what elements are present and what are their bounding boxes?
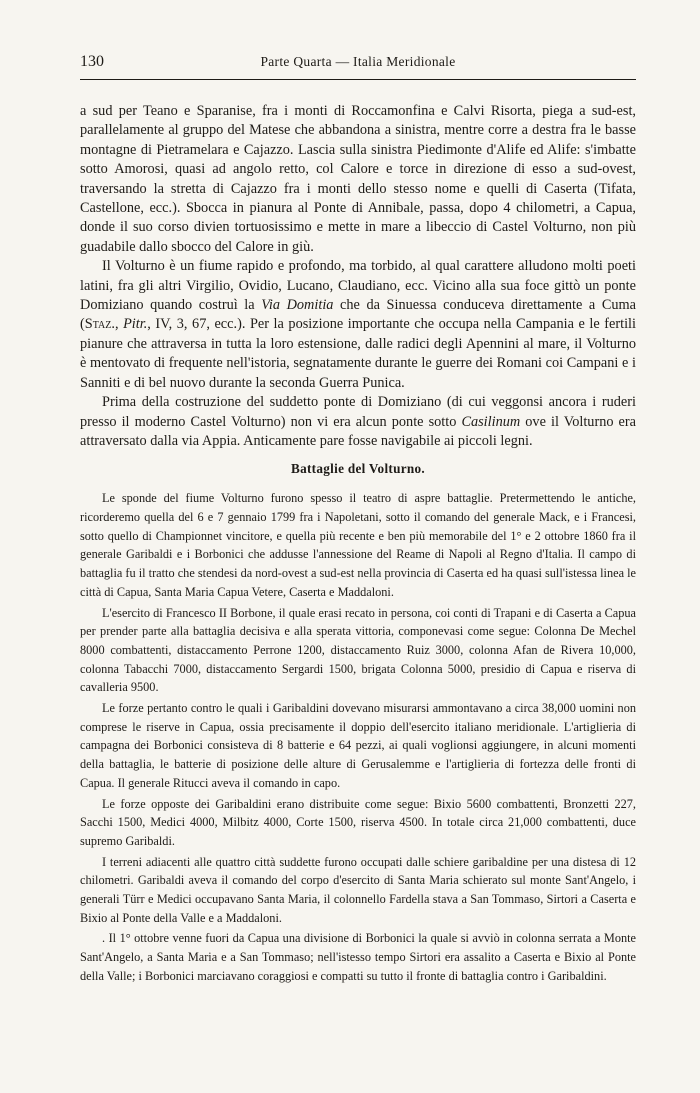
paragraph-battles-intro: Le sponde del fiume Volturno furono spesso il teatro di aspre battaglie. Pretermettendo le antiche, ricorderemo quella del 6 e 7 gennaio 1799 fra i Napoletani, sotto il comando del generale Mack, e i Francesi, sotto quello di Championnet vincitore, e quella più recente e ben più memorabile del 1° e 2 ottobre 1860 fra il generale Garibaldi e i Borbonici che addusse l'annessione del Reame di Napoli al Regno d'Italia. Il campo di battaglia fu il tratto che stendesi da nord-ovest a sud-est nella provincia di Caserta ed ha quasi sull'istessa linea le città di Capua, Santa Maria Capua Vetere, Caserta e Maddaloni. [80,491,636,599]
text-run: Il Volturno è un fiume rapido e profondo, ma torbido, al qual carattere alludono molti poeti latini, fra gli altri Virgilio, Ovidio, Lucano, Claudiano, ecc. Vicino alla sua foce gittò un ponte Domiziano quando costruì la [80,258,636,314]
small-caps-staz: Staz. [84,316,115,333]
battles-text [80,489,636,985]
italic-via-domitia: Via Domitia [261,297,334,314]
italic-casilinum: Casilinum [461,413,521,430]
paragraph-bridge [80,393,636,451]
paragraph-continuation: a sud per Teano e Sparanise, fra i monti di Roccamonfina e Calvi Risorta, piega a sud-est, parallelamente al gruppo del Matese che abbandona a sinistra, mentre corre a destra fra le basse montagne di Pietramelara e Cajazzo. Lascia sulla sinistra Piedimonte d'Alife ed Alife: s'imbatte sotto Amorosi, quasi ad angolo retto, col Calore e torce in direzione di esso a sud-ovest, traversando la stretta di Cajazzo fra i monti dello stesso nome e quelli di Caserta (Tifata, Castellone, ecc.). Sbocca in pianura al Ponte di Annibale, passa, dopo 4 chilometri, a Capua, donde il suo corso divien tortuosissimo e mette in mare a libeccio di Castel Volturno, non più guadabile dallo sbocco del Calore in giù. [80,103,636,255]
text-run: , [114,316,124,333]
paragraph-terrain: I terreni adiacenti alle quattro città suddette furono occupati dalle schiere garibaldine per una distesa di 12 chilometri. Garibaldi aveva il comando del corpo d'esercito di Santa Maria schierato sul monte Sant'Angelo, i generali Türr e Medici occupavano Santa Maria, il colonnello Fardella stava a San Tommaso, Sirtori a Caserta e Bixio al Ponte della Valle e a Maddaloni. [80,854,636,925]
main-text [80,102,636,451]
text-run: che da Sinuessa conduceva direttamente a Cuma ( [80,297,637,333]
header-rule [80,79,636,80]
page-header [80,53,636,75]
text-run: , IV, 3, 67, ecc.). Per la posizione importante che occupa nella Campania e le fertili pianure che attraversa in tutta la loro estensione, dalle radici degli Apennini al mare, il Volturno è mentovato di frequente nell'istoria, segnatamente durante le guerre dei Romani coi Campani e i Sanniti e di bel nuovo durante la seconda Guerra Punica. [80,316,636,391]
paragraph-volturno-river [80,257,636,393]
text-run: ove il Volturno era attraversato dalla via Appia. Anticamente pare fosse navigabile ai piccoli legni. [80,413,637,449]
text-run: Prima della costruzione del suddetto ponte di Domiziano (di cui veggonsi ancora i ruderi presso il moderno Castel Volturno) non vi era alcun ponte sotto [80,394,636,430]
paragraph-garibaldi-forces: Le forze opposte dei Garibaldini erano distribuite come segue: Bixio 5600 combattenti, Bronzetti 227, Sacchi 1500, Medici 4000, Milbitz 4000, Corte 1500, riserva 4500. In totale circa 21,000 combattenti, duce supremo Garibaldi. [80,796,636,848]
italic-pitr: Pitr. [123,316,148,333]
paragraph-bourbon-army: L'esercito di Francesco II Borbone, il quale erasi recato in persona, coi conti di Trapani e di Caserta a Capua per prender parte alla battaglia decisiva e alla sperata vittoria, componevasi come segue: Colonna De Mechel 8000 combattenti, distaccamento Perrone 1200, distaccamento Ruiz 3000, colonna Afan de Rivera 10,000, colonna Tabacchi 7000, distaccamento Sergardi 1500, brigata Colonna 5000, presidio di Capua e riserva di cavalleria 9500. [80,605,636,695]
paragraph-october-first: . Il 1° ottobre venne fuori da Capua una divisione di Borbonici la quale si avviò in colonna serrata a Monte Sant'Angelo, a Santa Maria e a San Tommaso; nell'istesso tempo Sirtori era assalito a Caserta e Bixio al Ponte della Valle; i Borbonici marciavano coraggiosi e compatti su tutto il fronte di battaglia contro i Garibaldini. [80,931,636,983]
running-title: Parte Quarta — Italia Meridionale [260,54,456,69]
page-body [80,102,636,986]
paragraph-forces-total: Le forze pertanto contro le quali i Garibaldini dovevano misurarsi ammontavano a circa 38,000 uomini non comprese le riserve in Capua, ossia precisamente il doppio dell'esercito italiano meridionale. L'artiglieria di campagna dei Borbonici consisteva di 8 batterie e 64 pezzi, ai quali voglionsi aggiungere, in alcuni momenti della battaglia, le batterie di posizione delle alture di Gerusalemme e l'artiglieria di fortezza delle fronti di Capua. Il generale Ritucci aveva il comando in capo. [80,701,636,790]
page-number: 130 [80,53,104,70]
section-heading: Battaglie del Volturno. [290,461,426,477]
